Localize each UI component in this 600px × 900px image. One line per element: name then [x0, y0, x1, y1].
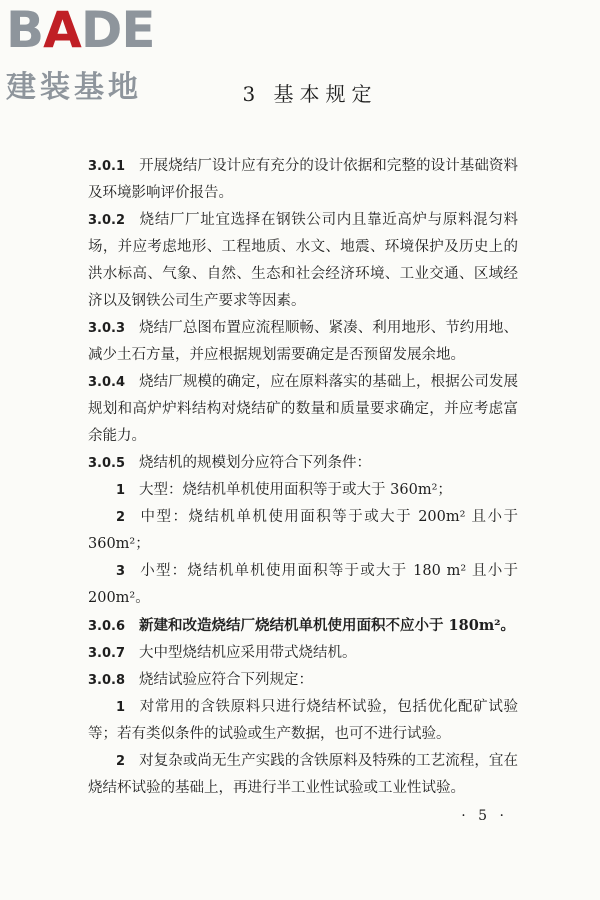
clause-text: 烧结试验应符合下列规定： [139, 672, 314, 688]
clause-3-0-3 [88, 315, 518, 369]
clause-3-0-6 [88, 612, 518, 640]
clause-3-0-1 [88, 153, 518, 207]
logo-letter-accent: A [43, 1, 81, 59]
clause-number: 3.0.4 [88, 375, 126, 390]
clause-3-0-8 [88, 667, 518, 694]
clause-text: 烧结厂总图布置应流程顺畅、紧凑、利用地形、节约用地、减少土石方量，并应根据规划需要确定是否预留发展余地。 [88, 320, 518, 363]
sub-item-text: 小型：烧结机单机使用面积等于或大于 180 m² 且小于 200m²。 [88, 563, 518, 606]
sub-item-number: 3 [116, 564, 126, 579]
sub-item [88, 748, 518, 802]
sub-item [88, 558, 518, 612]
logo-letter: D [80, 1, 122, 59]
clause-3-0-4 [88, 369, 518, 450]
sub-item-number: 2 [116, 510, 126, 525]
clause-3-0-7 [88, 640, 518, 667]
clause-text: 大中型烧结机应采用带式烧结机。 [139, 645, 357, 661]
clause-3-0-5 [88, 450, 518, 477]
sub-item-text: 大型：烧结机单机使用面积等于或大于 360m²； [139, 482, 452, 498]
sub-item-number: 1 [116, 483, 126, 498]
sub-item-text: 对复杂或尚无生产实践的含铁原料及特殊的工艺流程，宜在烧结杯试验的基础上，再进行半工业性试验或工业性试验。 [88, 753, 518, 796]
clause-text: 开展烧结厂设计应有充分的设计依据和完整的设计基础资料及环境影响评价报告。 [88, 158, 518, 201]
clause-text: 烧结厂规模的确定，应在原料落实的基础上，根据公司发展规划和高炉炉料结构对烧结矿的数量和质量要求确定，并应考虑富余能力。 [88, 374, 518, 444]
clause-number: 3.0.1 [88, 159, 126, 174]
logo-wordmark [6, 2, 155, 58]
clause-number: 3.0.8 [88, 673, 126, 688]
clause-number: 3.0.3 [88, 321, 126, 336]
clause-number: 3.0.6 [88, 619, 126, 634]
sub-item-number: 1 [116, 700, 126, 715]
logo-letter: B [6, 1, 44, 59]
logo-subtitle: 建装基地 [6, 70, 142, 105]
logo-letter: E [121, 1, 155, 59]
clause-text: 新建和改造烧结厂烧结机单机使用面积不应小于 180m²。 [139, 617, 516, 634]
sub-item-text: 对常用的含铁原料只进行烧结杯试验，包括优化配矿试验等；若有类似条件的试验或生产数据，也可不进行试验。 [88, 699, 518, 742]
chapter-title: 3 基本规定 [242, 82, 378, 106]
sub-item [88, 694, 518, 748]
sub-item-number: 2 [116, 754, 126, 769]
clause-text: 烧结机的规模划分应符合下列条件： [139, 455, 372, 471]
clause-number: 3.0.2 [88, 213, 126, 228]
page-number: · 5 · [461, 808, 508, 824]
sub-item [88, 477, 518, 504]
sub-item [88, 504, 518, 558]
clause-number: 3.0.5 [88, 456, 126, 471]
document-body [88, 153, 518, 802]
clause-number: 3.0.7 [88, 646, 126, 661]
sub-item-text: 中型：烧结机单机使用面积等于或大于 200m² 且小于 360m²； [88, 509, 518, 552]
clause-text: 烧结厂厂址宜选择在钢铁公司内且靠近高炉与原料混匀料场，并应考虑地形、工程地质、水文、地震、环境保护及历史上的洪水标高、气象、自然、生态和社会经济环境、工业交通、区域经济以及钢铁公司生产要求等因素。 [88, 212, 518, 309]
clause-3-0-2 [88, 207, 518, 315]
